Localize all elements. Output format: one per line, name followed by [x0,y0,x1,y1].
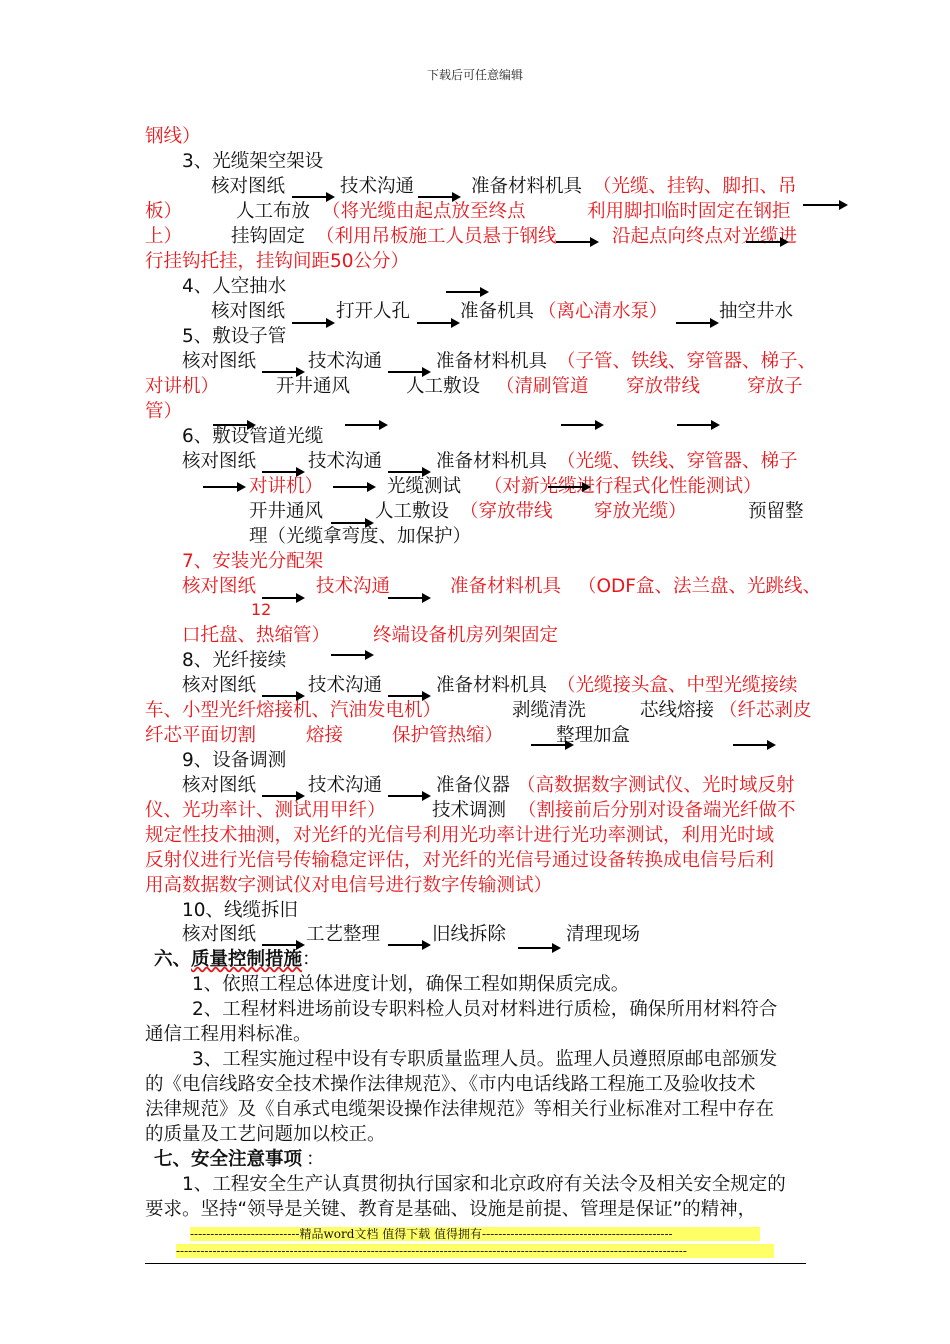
step-detail: 对讲机） [145,376,220,397]
flow-arrow [677,424,717,426]
step-label: 核对图纸 [182,924,257,945]
step-detail: 仪、光功率计、测试用甲纤） [145,800,386,821]
flow-arrow [262,371,302,373]
flow-arrow [262,471,302,473]
step-detail: （对新光缆进行程式化性能测试） [484,476,762,497]
footer-rule [145,1263,806,1264]
step-detail: 反射仪进行光信号传输稳定评估，对光纤的光信号通过设备转换成电信号后利 [145,850,775,871]
step-label: 技术沟通 [308,351,383,372]
flow-arrow [292,196,332,198]
step-detail: 沿起点向终点对光缆进 [612,226,798,247]
flow-arrow [203,486,243,488]
step-label: 光缆测试 [387,476,462,497]
section-title-number: 六、 [154,949,192,970]
flow-arrow [262,695,302,697]
step-detail: 管） [145,401,183,422]
step-label: 人工敷设 [406,376,481,397]
step-label: 准备材料机具 [436,351,548,372]
step-detail: 板） [145,201,183,222]
step-label: 核对图纸 [182,451,257,472]
step-label: 核对图纸 [182,775,257,796]
step-detail: （高数据数字测试仪、光时域反射 [517,775,795,796]
flow-arrow [417,322,457,324]
step-detail: 保护管热缩） [392,725,504,746]
step-detail: （穿放带线 [460,501,553,522]
step-label: 技术沟通 [308,675,383,696]
flow-arrow [548,486,588,488]
flow-arrow [388,944,428,946]
paragraph: 的《电信线路安全技术操作法律规范》、《市内电话线路工程施工及验收技术 [145,1074,756,1095]
step-label: 打开人孔 [336,301,411,322]
flow-arrow [803,204,845,206]
flow-arrow [733,744,773,746]
step-label: 技术沟通 [316,576,391,597]
step-label: 清理现场 [566,924,641,945]
step-detail: （清刷管道 [496,376,589,397]
step-label: 人工布放 [236,201,311,222]
step-detail: 车、小型光纤熔接机、汽油发电机） [145,700,442,721]
flow-arrow [292,322,332,324]
step-detail: （ODF盒、法兰盘、光跳线、 [578,576,821,597]
step-label: 核对图纸 [211,176,286,197]
section-heading: 9、设备调测 [182,750,287,771]
section-heading: 3、光缆架空架设 [182,151,324,172]
page-header: 下载后可任意编辑 [426,68,523,82]
paragraph: 通信工程用料标准。 [145,1024,312,1045]
paragraph: 法律规范》及《自承式电缆架设操作法律规范》等相关行业标准对工程中存在 [145,1099,775,1120]
step-label: 核对图纸 [211,301,286,322]
step-detail: 熔接 [306,725,344,746]
step-detail: （离心清水泵） [538,301,668,322]
flow-arrow [518,947,558,949]
flow-arrow [418,196,458,198]
step-label: 挂钩固定 [231,226,306,247]
step-detail: （纤芯剥皮 [719,700,812,721]
step-label: 技术调测 [432,800,507,821]
section-heading: 6、敷设管道光缆 [182,426,324,447]
step-label: 核对图纸 [182,675,257,696]
step-detail: （割接前后分别对设备端光纤做不 [518,800,796,821]
flow-arrow [676,322,716,324]
step-label: 技术沟通 [340,176,415,197]
step-label: 人工敷设 [375,501,450,522]
step-detail: 口托盘、热缩管） [182,625,331,646]
step-detail: 12 [251,600,272,619]
step-label: 核对图纸 [182,351,257,372]
step-detail: （将光缆由起点放至终点 [322,201,526,222]
section-title: 七、安全注意事项 [154,1149,303,1170]
step-detail: 纤芯平面切割 [145,725,257,746]
step-detail: （光缆、铁线、穿管器、梯子 [557,451,798,472]
step-detail: 穿放光缆） [594,501,687,522]
flow-arrow [345,424,385,426]
step-detail: 上） [145,226,183,247]
flow-arrow [388,371,428,373]
step-label: 芯线熔接 [640,700,715,721]
step-label: 旧线拆除 [432,924,507,945]
text-line: 钢线） [145,126,201,147]
paragraph: 3、工程实施过程中设有专职质量监理人员。监理人员遵照原邮电部颁发 [192,1049,778,1070]
step-label: 准备材料机具 [450,576,562,597]
step-label: 剥缆清洗 [512,700,587,721]
step-label: 准备材料机具 [436,451,548,472]
flow-arrow [262,944,302,946]
step-label: 准备材料机具 [471,176,583,197]
flow-arrow [556,241,596,243]
step-detail: 利用脚扣临时固定在钢拒 [587,201,791,222]
flow-arrow [388,597,428,599]
step-detail: 对讲机） [249,476,324,497]
section-title-colon: ： [306,1149,325,1170]
paragraph: 1、工程安全生产认真贯彻执行国家和北京政府有关法令及相关安全规定的 [182,1174,786,1195]
step-label: 预留整 [748,501,804,522]
step-detail: 理（光缆拿弯度、加保护） [249,526,472,547]
step-detail: （子管、铁线、穿管器、梯子、 [557,351,817,372]
section-heading: 4、人空抽水 [182,276,287,297]
section-title-colon: ： [302,949,321,970]
step-label: 抽空井水 [719,301,794,322]
step-label: 工艺整理 [306,924,381,945]
step-label: 准备材料机具 [436,675,548,696]
step-label: 技术沟通 [308,451,383,472]
flow-arrow [262,795,302,797]
flow-arrow [746,241,786,243]
step-detail: （光缆、挂钩、脚扣、吊 [593,176,797,197]
flow-arrow [331,654,371,656]
step-label: 终端设备机房列架固定 [373,625,559,646]
step-detail: 行挂钩托挂，挂钩间距50公分） [145,251,410,272]
flow-arrow [561,424,601,426]
section-heading: 7、安装光分配架 [182,551,324,572]
section-heading: 10、线缆拆旧 [182,900,299,921]
step-detail: 用高数据数字测试仪对电信号进行数字传输测试） [145,875,553,896]
section-title: 质量控制措施 [191,949,303,970]
footer-dashes: ------------------------------------------------------------------------------------------------------------------------------ [176,1244,687,1258]
flow-arrow [388,795,428,797]
flow-arrow [446,291,486,293]
step-label: 整理加盒 [556,725,631,746]
step-detail: 穿放带线 [626,376,701,397]
section-heading: 5、敷设子管 [182,326,287,347]
flow-arrow [388,695,428,697]
section-heading: 8、光纤接续 [182,650,287,671]
step-label: 准备机具 [460,301,535,322]
paragraph: 1、依照工程总体进度计划，确保工程如期保质完成。 [192,974,630,995]
paragraph: 的质量及工艺问题加以校正。 [145,1124,386,1145]
step-label: 核对图纸 [182,576,257,597]
step-label: 技术沟通 [308,775,383,796]
step-detail: （光缆接头盒、中型光缆接续 [557,675,798,696]
paragraph: 要求。坚持“领导是关键、教育是基础、设施是前提、管理是保证”的精神， [145,1199,757,1220]
step-detail: 穿放子 [747,376,803,397]
footer-banner: ---------------------------精品word文档 值得下载 值得拥有----------------------------------------------- [190,1227,673,1241]
step-detail: 规定性技术抽测，对光纤的光信号利用光功率计进行光功率测试，利用光时域 [145,825,775,846]
step-label: 开井通风 [276,376,351,397]
flow-arrow [333,486,373,488]
flow-arrow [531,744,571,746]
step-label: 开井通风 [249,501,324,522]
paragraph: 2、工程材料进场前设专职料检人员对材料进行质检，确保所用材料符合 [192,999,778,1020]
step-detail: （利用吊板施工人员悬于钢线 [316,226,557,247]
flow-arrow [388,471,428,473]
step-label: 准备仪器 [436,775,511,796]
